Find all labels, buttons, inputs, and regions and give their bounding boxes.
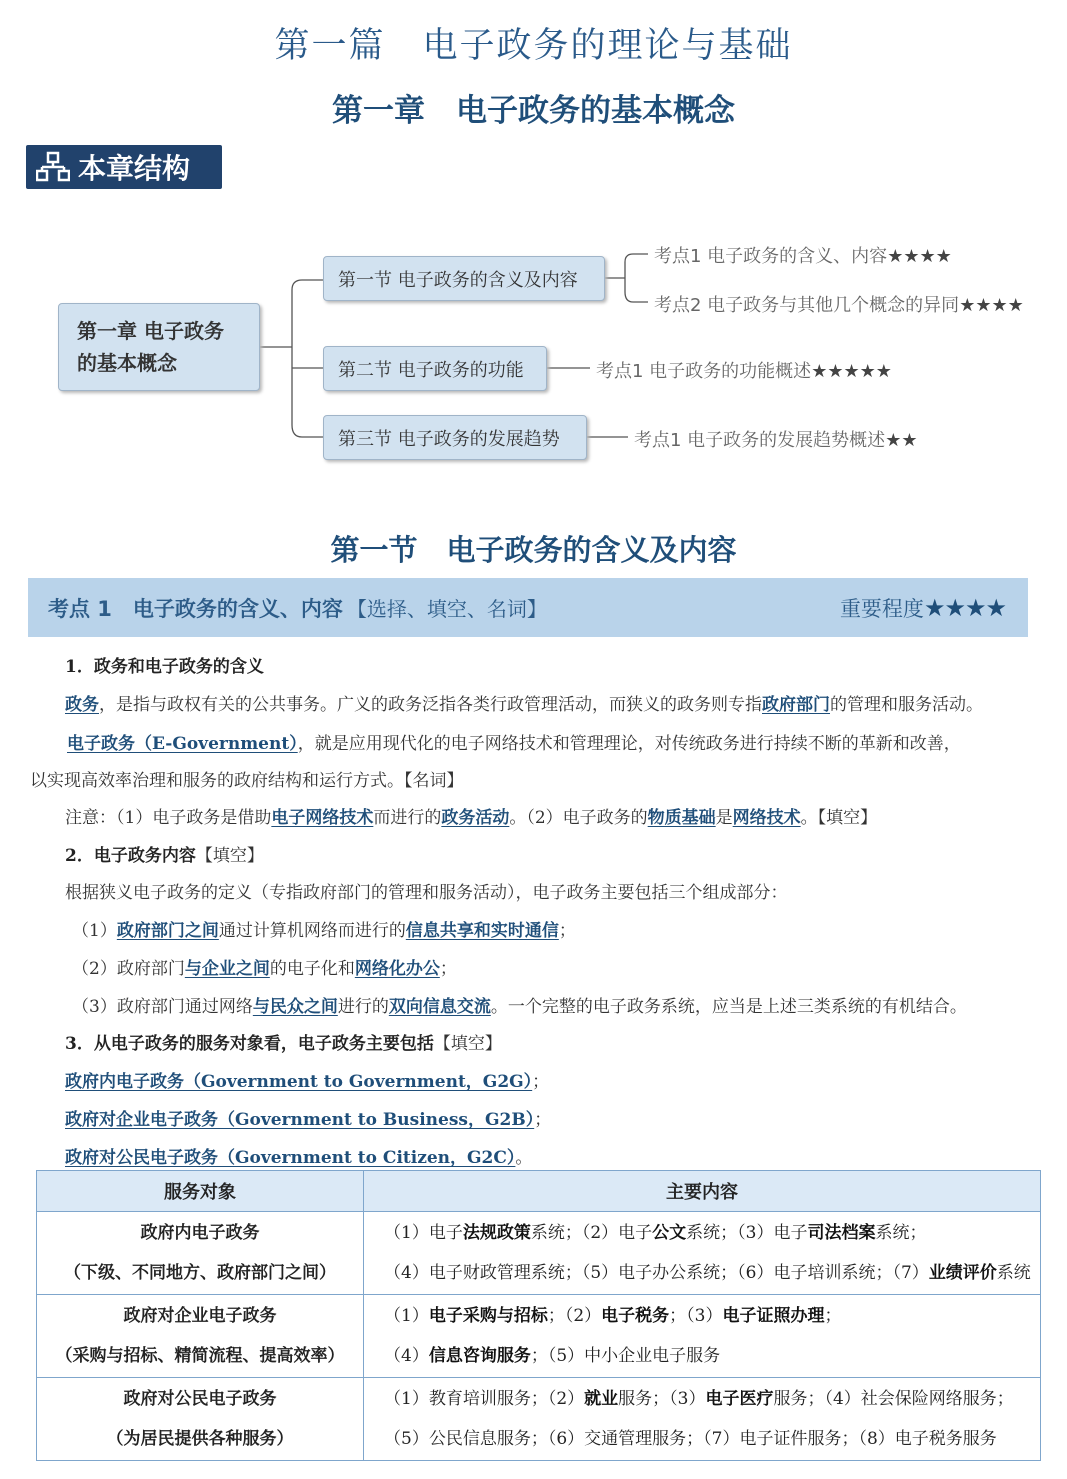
g2b-item: 政府对企业电子政务（Government to Business，G2B）； bbox=[65, 1110, 552, 1130]
list-item-3: （3）政府部门通过网络与民众之间进行的双向信息交流。一个完整的电子政务系统，应当是上述三类系统的有机结合。 bbox=[72, 997, 967, 1017]
table-cell: 政府对企业电子政务 （采购与招标、精简流程、提高效率） bbox=[37, 1295, 364, 1378]
mindmap-point: 考点1 电子政务的功能概述★★★★★ bbox=[596, 361, 892, 382]
mindmap-point: 考点2 电子政务与其他几个概念的异同★★★★ bbox=[654, 295, 1024, 316]
paragraph-1: 政务，是指与政权有关的公共事务。广义的政务泛指各类行政管理活动，而狭义的政务则专指政府部门的管理和服务活动。 bbox=[65, 695, 983, 715]
table-row bbox=[37, 1212, 1041, 1295]
mindmap-section-3: 第三节 电子政务的发展趋势 bbox=[323, 415, 587, 460]
paragraph-2-cont: 以实现高效率治理和服务的政府结构和运行方式。【名词】 bbox=[30, 771, 464, 791]
table-cell: （1）电子法规政策系统；（2）电子公文系统；（3）电子司法档案系统； （4）电子财政管理系统；（5）电子办公系统；（6）电子培训系统；（7）业绩评价系统 bbox=[364, 1212, 1041, 1295]
table-cell: 政府内电子政务 （下级、不同地方、政府部门之间） bbox=[37, 1212, 364, 1295]
section-title: 第一节 电子政务的含义及内容 bbox=[330, 533, 737, 567]
mindmap-section-1: 第一节 电子政务的含义及内容 bbox=[323, 256, 605, 301]
paragraph-2: 电子政务（E-Government），就是应用现代化的电子网络技术和管理理论，对传统政务进行持续不断的革新和改善， bbox=[67, 734, 961, 754]
table-cell: 政府对公民电子政务 （为居民提供各种服务） bbox=[37, 1378, 364, 1461]
mindmap-root bbox=[58, 303, 260, 391]
rating-stars: ★★★★ bbox=[959, 295, 1024, 316]
rating-stars: ★★★★ bbox=[887, 246, 952, 267]
part-title: 第一篇 电子政务的理论与基础 bbox=[274, 26, 793, 66]
kaodian-title: 考点 1 电子政务的含义、内容 bbox=[48, 596, 343, 621]
badge-label: 本章结构 bbox=[78, 152, 191, 185]
mindmap-connectors bbox=[0, 0, 1067, 480]
heading-2: 2．电子政务内容【填空】 bbox=[65, 846, 264, 866]
table-cell: （1）教育培训服务；（2）就业服务；（3）电子医疗服务；（4）社会保险网络服务； （5）公民信息服务；（6）交通管理服务；（7）电子证件服务；（8）电子税务服务 bbox=[364, 1378, 1041, 1461]
importance-stars: ★★★★ bbox=[923, 593, 1006, 622]
table-header-row bbox=[37, 1171, 1041, 1212]
table-header: 服务对象 bbox=[37, 1171, 364, 1212]
mindmap-point: 考点1 电子政务的含义、内容★★★★ bbox=[654, 246, 952, 267]
list-item-2: （2）政府部门与企业之间的电子化和网络化办公； bbox=[72, 959, 457, 979]
list-item-1: （1）政府部门之间通过计算机网络而进行的信息共享和实时通信； bbox=[72, 921, 576, 941]
table-row bbox=[37, 1378, 1041, 1461]
g2c-item: 政府对公民电子政务（Government to Citizen，G2C）。 bbox=[65, 1148, 533, 1168]
chapter-title: 第一章 电子政务的基本概念 bbox=[332, 93, 735, 129]
heading-1: 1．政务和电子政务的含义 bbox=[65, 657, 264, 677]
mindmap-point: 考点1 电子政务的发展趋势概述★★ bbox=[634, 430, 918, 451]
importance: 重要程度★★★★ bbox=[839, 593, 1006, 622]
kaodian-tags: 【选择、填空、名词】 bbox=[346, 597, 547, 621]
mindmap-section-2: 第二节 电子政务的功能 bbox=[323, 346, 547, 391]
table-header: 主要内容 bbox=[364, 1171, 1041, 1212]
mindmap-root-line2: 的基本概念 bbox=[77, 351, 177, 375]
mindmap-root-line1: 第一章 电子政务 bbox=[77, 319, 224, 343]
heading-3: 3．从电子政务的服务对象看，电子政务主要包括【填空】 bbox=[65, 1034, 502, 1054]
kaodian-bar bbox=[28, 578, 1028, 637]
rating-stars: ★★★★★ bbox=[811, 361, 892, 382]
paragraph-4: 根据狭义电子政务的定义（专指政府部门的管理和服务活动），电子政务主要包括三个组成部分： bbox=[65, 883, 788, 903]
paragraph-3: 注意：（1）电子政务是借助电子网络技术而进行的政务活动。（2）电子政务的物质基础是网络技术。【填空】 bbox=[65, 808, 878, 828]
table-cell: （1）电子采购与招标；（2）电子税务；（3）电子证照办理； （4）信息咨询服务；（5）中小企业电子服务 bbox=[364, 1295, 1041, 1378]
rating-stars: ★★ bbox=[885, 430, 918, 451]
table-row bbox=[37, 1295, 1041, 1378]
g2g-item: 政府内电子政务（Government to Government，G2G）； bbox=[65, 1072, 550, 1092]
service-table bbox=[36, 1170, 1041, 1461]
